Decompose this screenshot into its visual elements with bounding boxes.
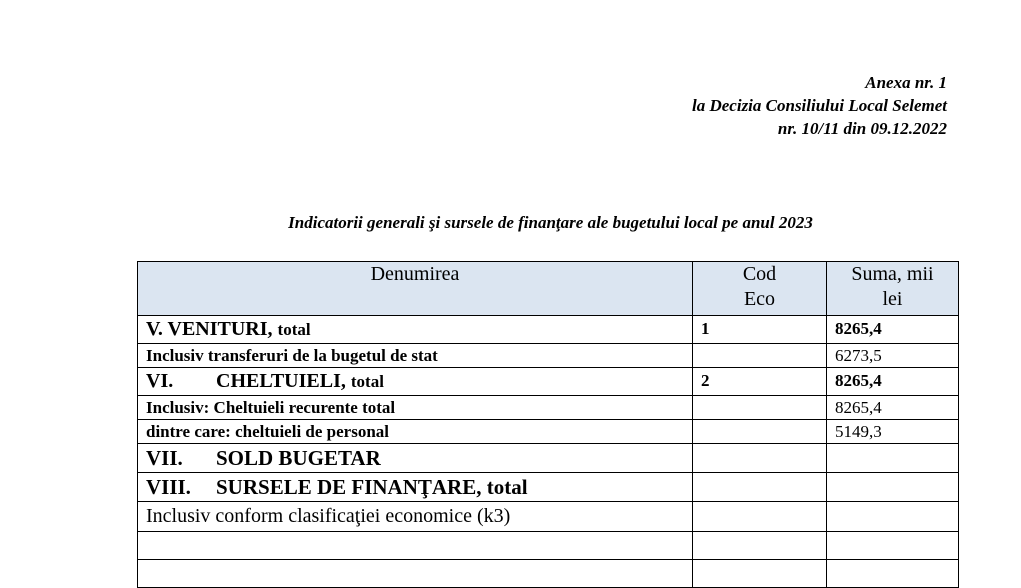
row-sum xyxy=(827,502,959,532)
row-code xyxy=(693,532,827,560)
row-name: Inclusiv transferuri de la bugetul de stat xyxy=(138,344,693,368)
table-row xyxy=(138,344,959,368)
annex-reference xyxy=(692,71,947,140)
row-code xyxy=(693,420,827,444)
row-code xyxy=(693,396,827,420)
row-sum xyxy=(827,444,959,473)
table-row-empty xyxy=(138,560,959,588)
row-name: VII. SOLD BUGETAR xyxy=(138,444,693,473)
table-row xyxy=(138,502,959,532)
row-name: dintre care: cheltuieli de personal xyxy=(138,420,693,444)
annex-line-3: nr. 10/11 din 09.12.2022 xyxy=(777,119,947,138)
table-header-row xyxy=(138,262,959,316)
row-sum xyxy=(827,473,959,502)
table-row xyxy=(138,316,959,344)
row-code xyxy=(693,502,827,532)
row-sum: 8265,4 xyxy=(827,368,959,396)
header-sum: Suma, mii lei xyxy=(827,262,959,316)
row-code: 1 xyxy=(693,316,827,344)
row-name: V. VENITURI, total xyxy=(138,316,693,344)
budget-table xyxy=(137,261,959,588)
row-code xyxy=(693,344,827,368)
row-name xyxy=(138,560,693,588)
row-code xyxy=(693,560,827,588)
document-title: Indicatorii generali şi sursele de finanţare ale bugetului local pe anul 2023 xyxy=(288,213,813,232)
table-row-empty xyxy=(138,532,959,560)
table-row xyxy=(138,444,959,473)
row-sum: 8265,4 xyxy=(827,316,959,344)
row-name: Inclusiv conform clasificaţiei economice (k3) xyxy=(138,502,693,532)
row-sum: 6273,5 xyxy=(827,344,959,368)
annex-line-2: la Decizia Consiliului Local Selemet xyxy=(692,96,947,115)
row-sum xyxy=(827,532,959,560)
row-name: Inclusiv: Cheltuieli recurente total xyxy=(138,396,693,420)
row-name: VIII. SURSELE DE FINANŢARE, total xyxy=(138,473,693,502)
row-name xyxy=(138,532,693,560)
row-code xyxy=(693,473,827,502)
header-name: Denumirea xyxy=(138,262,693,316)
row-sum xyxy=(827,560,959,588)
row-sum: 8265,4 xyxy=(827,396,959,420)
annex-line-1: Anexa nr. 1 xyxy=(865,73,947,92)
table-row xyxy=(138,473,959,502)
table-row xyxy=(138,368,959,396)
table-row xyxy=(138,420,959,444)
row-code xyxy=(693,444,827,473)
row-code: 2 xyxy=(693,368,827,396)
row-sum: 5149,3 xyxy=(827,420,959,444)
header-code: Cod Eco xyxy=(693,262,827,316)
table-row xyxy=(138,396,959,420)
row-name: VI. CHELTUIELI, total xyxy=(138,368,693,396)
